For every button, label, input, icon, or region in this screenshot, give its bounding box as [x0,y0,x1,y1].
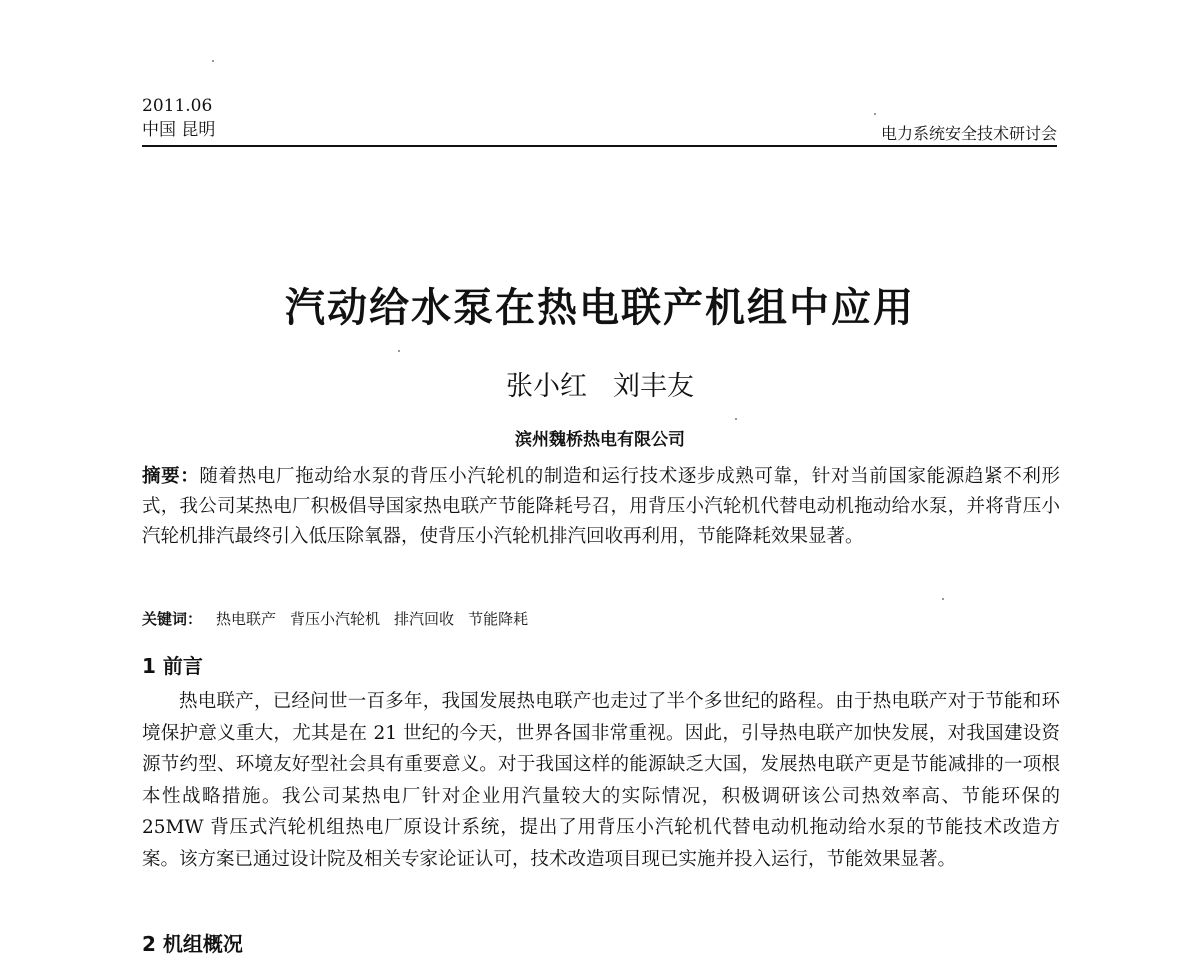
abstract-label: 摘要： [142,466,200,487]
scan-speck [874,113,876,115]
scan-speck [212,60,214,62]
keyword-item: 排汽回收 [394,610,455,628]
header-conference: 电力系统安全技术研讨会 [880,124,1057,143]
header-date: 2011.06 [142,96,213,116]
keyword-item: 背压小汽轮机 [290,610,381,628]
section-heading-introduction: 1 前言 [142,654,203,678]
section-heading-unit-overview: 2 机组概况 [142,932,243,956]
abstract [142,462,1060,552]
header-left [142,94,215,142]
introduction-paragraph: 热电联产，已经问世一百多年，我国发展热电联产也走过了半个多世纪的路程。由于热电联产对于节能和环境保护意义重大，尤其是在 21 世纪的今天，世界各国非常重视。因此，引导热电联产加快发展，对我国建设资源节约型、环境友好型社会具有重要意义。对于我国这样的能源缺乏大国，发展热电联产更是节能减排的一项根本性战略措施。我公司某热电厂针对企业用汽量较大的实际情况，积极调研该公司热效率高、节能环保的 25MW 背压式汽轮机组热电厂原设计系统，提出了用背压小汽轮机代替电动机拖动给水泵的节能技术改造方案。该方案已通过设计院及相关专家论证认可，技术改造项目现已实施并投入运行，节能效果显著。 [142,691,1060,870]
header-location: 中国 昆明 [142,120,216,140]
keyword-item: 热电联产 [216,610,277,628]
scan-speck [942,598,944,600]
affiliation: 滨州魏桥热电有限公司 [515,430,685,450]
keywords-label: 关键词： [142,610,203,628]
abstract-text: 随着热电厂拖动给水泵的背压小汽轮机的制造和运行技术逐步成熟可靠，针对当前国家能源趋紧不利形式，我公司某热电厂积极倡导国家热电联产节能降耗号召，用背压小汽轮机代替电动机拖动给水泵，并将背压小汽轮机排汽最终引入低压除氧器，使背压小汽轮机排汽回收再利用，节能降耗效果显著。 [142,466,1060,547]
scan-speck [735,418,737,420]
author-1: 张小红 [506,371,587,402]
scan-speck [398,350,400,352]
author-2: 刘丰友 [613,371,694,402]
paper-title: 汽动给水泵在热电联产机组中应用 [285,285,915,331]
authors [0,364,1200,403]
header-rule [142,145,1057,147]
keyword-item: 节能降耗 [468,610,529,628]
keywords [142,608,1060,629]
